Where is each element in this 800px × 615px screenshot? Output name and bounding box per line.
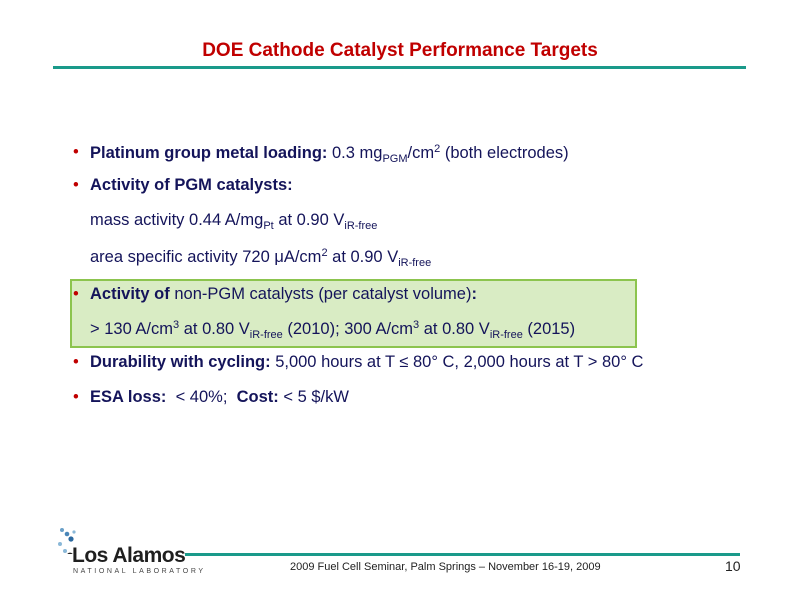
- bullet-label: ESA loss:: [90, 388, 167, 406]
- bullet-marker: •: [73, 176, 79, 194]
- bullet-label: Cost:: [236, 388, 279, 406]
- bullet-marker: •: [73, 388, 79, 406]
- bullet-marker: •: [73, 353, 79, 371]
- title-divider: [53, 66, 746, 69]
- bullet-label: Durability with cycling:: [90, 353, 271, 371]
- footer-divider: [185, 553, 740, 556]
- bullet-label: Activity of: [90, 285, 170, 303]
- bullet-marker: •: [73, 143, 79, 161]
- non-pgm-target-line: > 130 $A/cm^3$ at 0.80 $V_{iR-free}$ (2010); 300 $A/cm^3$ at 0.80 $V_{iR-free}$ (2015): [90, 319, 576, 341]
- bullet-marker: •: [73, 285, 79, 303]
- logo-name: Los Alamos: [72, 544, 186, 567]
- slide-title: DOE Cathode Catalyst Performance Targets: [202, 40, 598, 61]
- bullet-label: Platinum group metal loading:: [90, 144, 328, 162]
- mass-activity-line: mass activity 0.44 $A/mg_{Pt}$ at 0.90 $V_{iR-free}$: [90, 211, 378, 232]
- footer-text: 2009 Fuel Cell Seminar, Palm Springs – November 16-19, 2009: [290, 561, 601, 573]
- area-activity-line: area specific activity 720 $\mu A/cm^2$ at 0.90 $V_{iR-free}$: [90, 247, 432, 269]
- page-number: 10: [725, 558, 741, 574]
- logo-subtitle: NATIONAL LABORATORY: [73, 568, 206, 575]
- bullet-label: Activity of PGM catalysts:: [90, 176, 293, 194]
